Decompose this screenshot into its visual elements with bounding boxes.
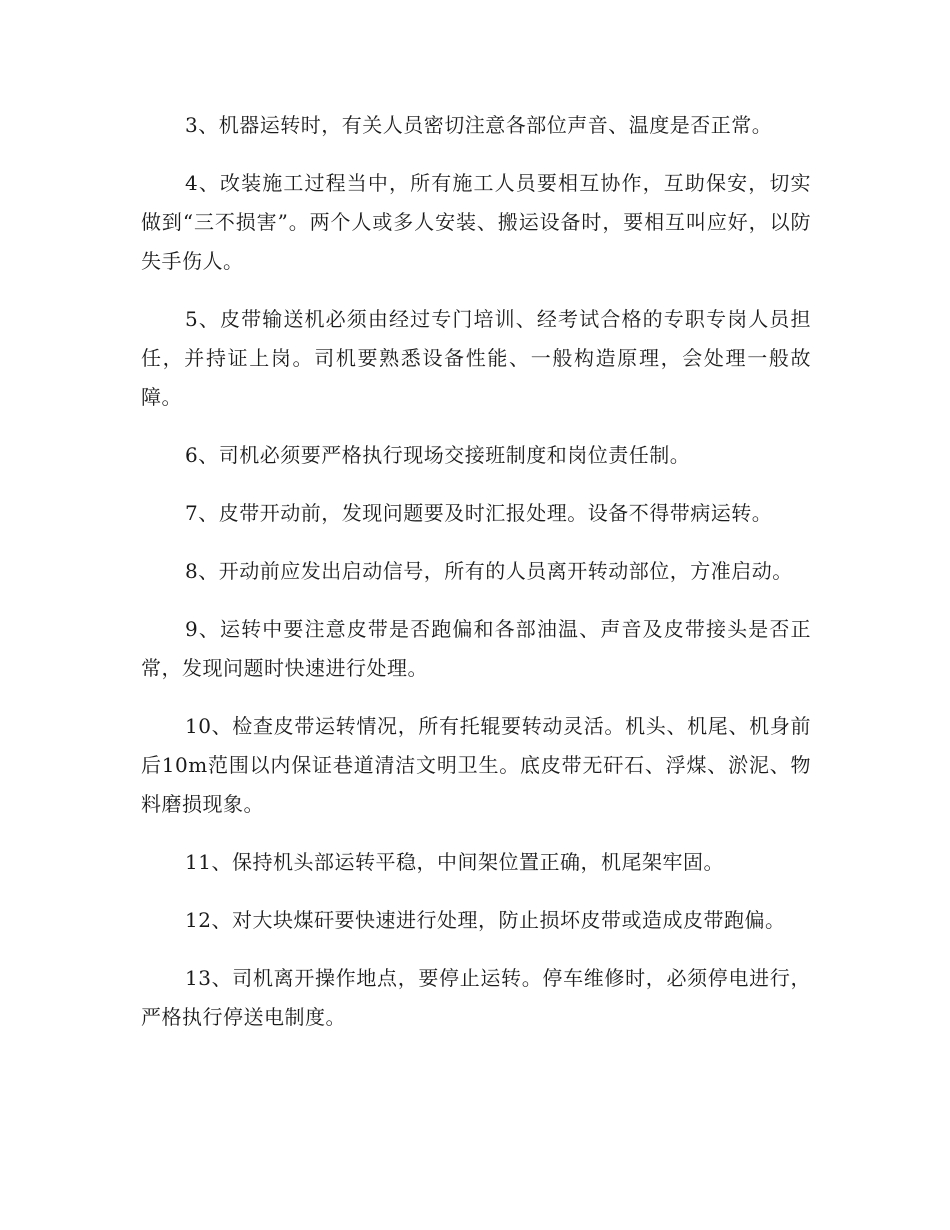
paragraph-item-11: 11、保持机头部运转平稳，中间架位置正确，机尾架牢固。	[185, 850, 724, 874]
paragraph-item-12: 12、对大块煤矸要快速进行处理，防止损坏皮带或造成皮带跑偏。	[185, 908, 786, 932]
paragraph-item-4: 4、改装施工过程当中，所有施工人员要相互协作，互助保安，切实做到“三不损害”。两个人或多人安装、搬运设备时，要相互叫应好，以防失手伤人。	[141, 171, 811, 273]
paragraph-item-9: 9、运转中要注意皮带是否跑偏和各部油温、声音及皮带接头是否正常，发现问题时快速进行处理。	[141, 617, 811, 680]
paragraph-item-6: 6、司机必须要严格执行现场交接班制度和岗位责任制。	[185, 443, 691, 467]
paragraph-item-7: 7、皮带开动前，发现问题要及时汇报处理。设备不得带病运转。	[185, 501, 773, 525]
paragraph-item-3: 3、机器运转时，有关人员密切注意各部位声音、温度是否正常。	[185, 113, 773, 137]
paragraph-item-8: 8、开动前应发出启动信号，所有的人员离开转动部位，方准启动。	[185, 559, 793, 583]
paragraph-item-5: 5、皮带输送机必须由经过专门培训、经考试合格的专职专岗人员担任，并持证上岗。司机要熟悉设备性能、一般构造原理，会处理一般故障。	[141, 307, 811, 409]
paragraph-item-13: 13、司机离开操作地点，要停止运转。停车维修时，必须停电进行，严格执行停送电制度。	[141, 966, 811, 1029]
paragraph-item-10: 10、检查皮带运转情况，所有托辊要转动灵活。机头、机尾、机身前后10m范围以内保证巷道清洁文明卫生。底皮带无矸石、浮煤、淤泥、物料磨损现象。	[141, 714, 811, 816]
document-body	[141, 106, 811, 1056]
